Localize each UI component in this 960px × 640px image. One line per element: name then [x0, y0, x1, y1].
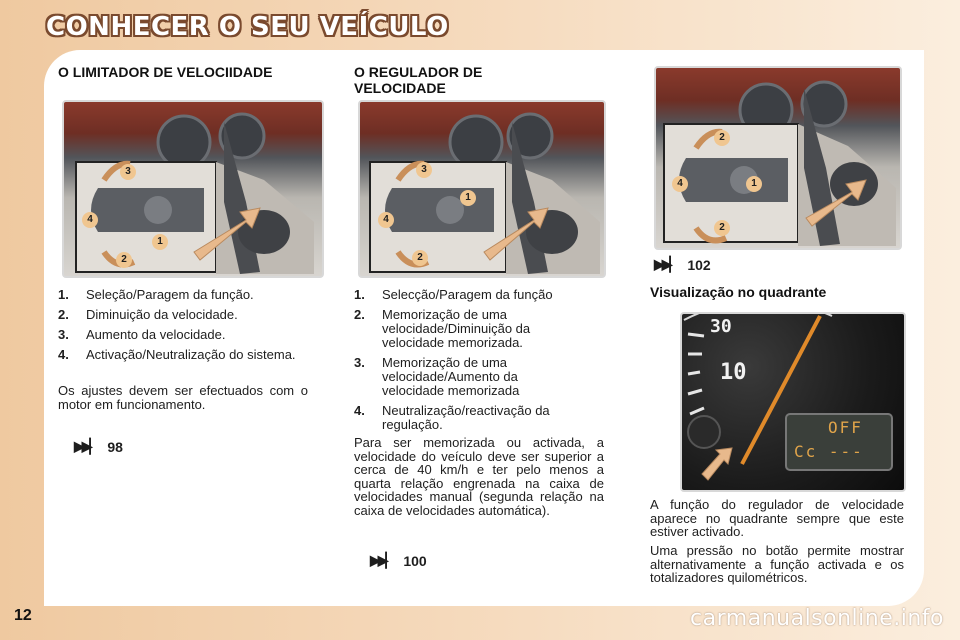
lcd-cruise: Cc ---: [794, 442, 864, 461]
callout-label: 2: [714, 220, 730, 236]
callout-label: 1: [746, 176, 762, 192]
item-number: 3.: [58, 327, 69, 342]
list-item: [354, 404, 616, 432]
regulator-stalk-photo: [358, 100, 606, 278]
list-item: [354, 356, 616, 398]
regulator-list: [354, 288, 616, 438]
item-number: 4.: [354, 403, 365, 418]
stalk-illustration: [360, 102, 604, 276]
gauge-mark-30: 30: [710, 316, 732, 337]
stalk-illustration: [64, 102, 322, 276]
regulator-title: O REGULADOR DE VELOCIDADE: [354, 64, 483, 96]
page-reference[interactable]: [370, 552, 427, 569]
content-panel: [44, 50, 924, 606]
limiter-title: O LIMITADOR DE VELOCIIDADE: [58, 64, 273, 80]
callout-label: 4: [672, 176, 688, 192]
item-number: 4.: [58, 347, 69, 362]
callout-label: 3: [120, 164, 136, 180]
gauge-mark-10: 10: [720, 360, 747, 385]
item-text: Memorização de uma velocidade/Aumento da velocidade memorizada: [382, 355, 520, 398]
item-number: 1.: [354, 287, 365, 302]
callout-label: 4: [378, 212, 394, 228]
stalk-illustration: [656, 68, 900, 248]
reference-number: 100: [403, 552, 427, 569]
list-item: [58, 348, 320, 362]
callout-label: 4: [82, 212, 98, 228]
list-item: [58, 288, 320, 302]
item-text: Aumento da velocidade.: [86, 327, 226, 342]
callout-label: 2: [412, 250, 428, 266]
fast-forward-icon: ▶▶▏: [654, 256, 678, 272]
list-item: [58, 328, 320, 342]
limiter-note: Os ajustes devem ser efectuados com o motor em funcionamento.: [58, 383, 308, 412]
callout-label: 2: [714, 130, 730, 146]
item-text: Seleção/Paragem da função.: [86, 287, 254, 302]
item-number: 2.: [58, 307, 69, 322]
reference-number: 102: [687, 256, 711, 273]
instrument-cluster-photo: [680, 312, 906, 492]
reference-number: 98: [107, 438, 123, 455]
limiter-list: [58, 288, 320, 368]
page-reference[interactable]: [654, 256, 711, 273]
callout-label: 3: [416, 162, 432, 178]
list-item: [354, 288, 616, 302]
fast-forward-icon: ▶▶▏: [74, 438, 98, 454]
limiter-stalk-photo: [62, 100, 324, 278]
display-title: Visualização no quadrante: [650, 284, 827, 300]
page-title: CONHECER O SEU VEÍCULO: [46, 12, 449, 42]
callout-label: 1: [460, 190, 476, 206]
display-stalk-photo: [654, 66, 902, 250]
item-text: Memorização de uma velocidade/Diminuição da velocidade memorizada.: [382, 307, 531, 350]
item-number: 2.: [354, 307, 365, 322]
item-number: 1.: [58, 287, 69, 302]
watermark: carmanualsonline.info: [690, 606, 944, 631]
regulator-note: Para ser memorizada ou activada, a velocidade do veículo deve ser superior a cerca de 40 km/h e ter pelo menos a quarta relação engrenada na caixa de velocidades manual (segunda relação na caixa de velocidades automática).: [354, 435, 604, 518]
page-number: 12: [14, 607, 32, 624]
fast-forward-icon: ▶▶▏: [370, 552, 394, 568]
item-text: Selecção/Paragem da função: [382, 287, 553, 302]
item-text: Activação/Neutralização do sistema.: [86, 347, 296, 362]
display-paragraph-1: A função do regulador de velocidade aparece no quadrante sempre que este estiver activado.: [650, 497, 904, 540]
callout-label: 2: [116, 252, 132, 268]
callout-label: 1: [152, 234, 168, 250]
item-text: Diminuição da velocidade.: [86, 307, 238, 322]
lcd-status: OFF: [828, 418, 863, 437]
list-item: [354, 308, 616, 350]
item-text: Neutralização/reactivação da regulação.: [382, 403, 550, 432]
list-item: [58, 308, 320, 322]
gauge-illustration: [682, 314, 904, 490]
item-number: 3.: [354, 355, 365, 370]
display-paragraph-2: Uma pressão no botão permite mostrar alternativamente a função activada e os totalizadores quilométricos.: [650, 543, 904, 586]
page-reference[interactable]: [74, 438, 123, 455]
